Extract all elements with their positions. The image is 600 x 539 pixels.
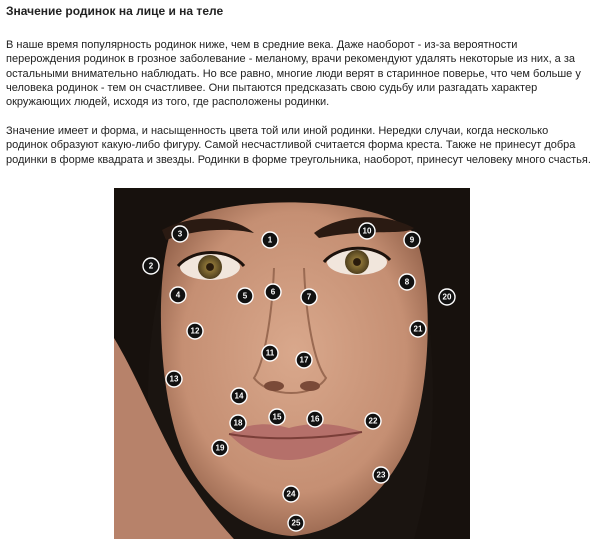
right-nostril <box>300 381 320 391</box>
marker-21 <box>410 321 426 337</box>
marker-14 <box>231 388 247 404</box>
marker-12 <box>187 323 203 339</box>
svg-text:25: 25 <box>291 518 301 528</box>
svg-text:21: 21 <box>413 324 423 334</box>
marker-10 <box>359 223 375 239</box>
svg-text:19: 19 <box>215 443 225 453</box>
svg-text:18: 18 <box>233 418 243 428</box>
svg-text:8: 8 <box>404 277 410 287</box>
svg-text:15: 15 <box>272 412 282 422</box>
shape-paragraph: Значение имеет и форма, и насыщенность цвета той или иной родинки. Нередки случаи, когда несколько родинок образуют какую-либо фигуру. Самой несчастливой считается форма креста. Также не принесут добра родинки в форме квадрата и звезды. Родинки в форме треугольника, наоборот, принесут человеку много счастья. <box>6 125 591 166</box>
svg-text:13: 13 <box>169 374 179 384</box>
left-iris <box>198 255 222 279</box>
marker-22 <box>365 413 381 429</box>
marker-3 <box>172 226 188 242</box>
marker-11 <box>262 345 278 361</box>
marker-24 <box>283 486 299 502</box>
marker-20 <box>439 289 455 305</box>
svg-text:12: 12 <box>190 326 200 336</box>
article-title: Значение родинок на лице и на теле <box>6 4 224 18</box>
face-photo <box>114 188 470 539</box>
svg-text:10: 10 <box>362 226 372 236</box>
svg-text:3: 3 <box>177 229 183 239</box>
marker-1 <box>262 232 278 248</box>
marker-8 <box>399 274 415 290</box>
right-iris <box>345 250 369 274</box>
svg-text:20: 20 <box>442 292 452 302</box>
marker-4 <box>170 287 186 303</box>
marker-19 <box>212 440 228 456</box>
marker-6 <box>265 284 281 300</box>
marker-5 <box>237 288 253 304</box>
marker-9 <box>404 232 420 248</box>
svg-text:9: 9 <box>409 235 415 245</box>
marker-23 <box>373 467 389 483</box>
face-illustration <box>114 188 470 539</box>
marker-18 <box>230 415 246 431</box>
svg-text:14: 14 <box>234 391 244 401</box>
intro-paragraph: В наше время популярность родинок ниже, чем в средние века. Даже наоборот - из-за вероятности перерождения родинок в грозное заболевание - меланому, врачи рекомендуют удалять некоторые из них, а за остальными внимательно наблюдать. Но все равно, многие люди верят в старинное поверье, что чем больше у человека родинок - тем он счастливее. Они пытаются предсказать свою судьбу или разгадать характер окружающих людей, исходя из того, где расположены родинки. <box>6 39 581 109</box>
marker-13 <box>166 371 182 387</box>
svg-text:11: 11 <box>265 348 275 358</box>
marker-25 <box>288 515 304 531</box>
marker-15 <box>269 409 285 425</box>
svg-text:5: 5 <box>242 291 248 301</box>
svg-text:4: 4 <box>175 290 181 300</box>
marker-7 <box>301 289 317 305</box>
svg-text:24: 24 <box>286 489 296 499</box>
marker-16 <box>307 411 323 427</box>
svg-text:7: 7 <box>306 292 312 302</box>
svg-text:1: 1 <box>267 235 273 245</box>
svg-text:17: 17 <box>299 355 309 365</box>
marker-17 <box>296 352 312 368</box>
svg-text:16: 16 <box>310 414 320 424</box>
left-nostril <box>264 381 284 391</box>
svg-text:6: 6 <box>270 287 276 297</box>
svg-text:2: 2 <box>148 261 154 271</box>
svg-text:22: 22 <box>368 416 378 426</box>
marker-2 <box>143 258 159 274</box>
svg-text:23: 23 <box>376 470 386 480</box>
